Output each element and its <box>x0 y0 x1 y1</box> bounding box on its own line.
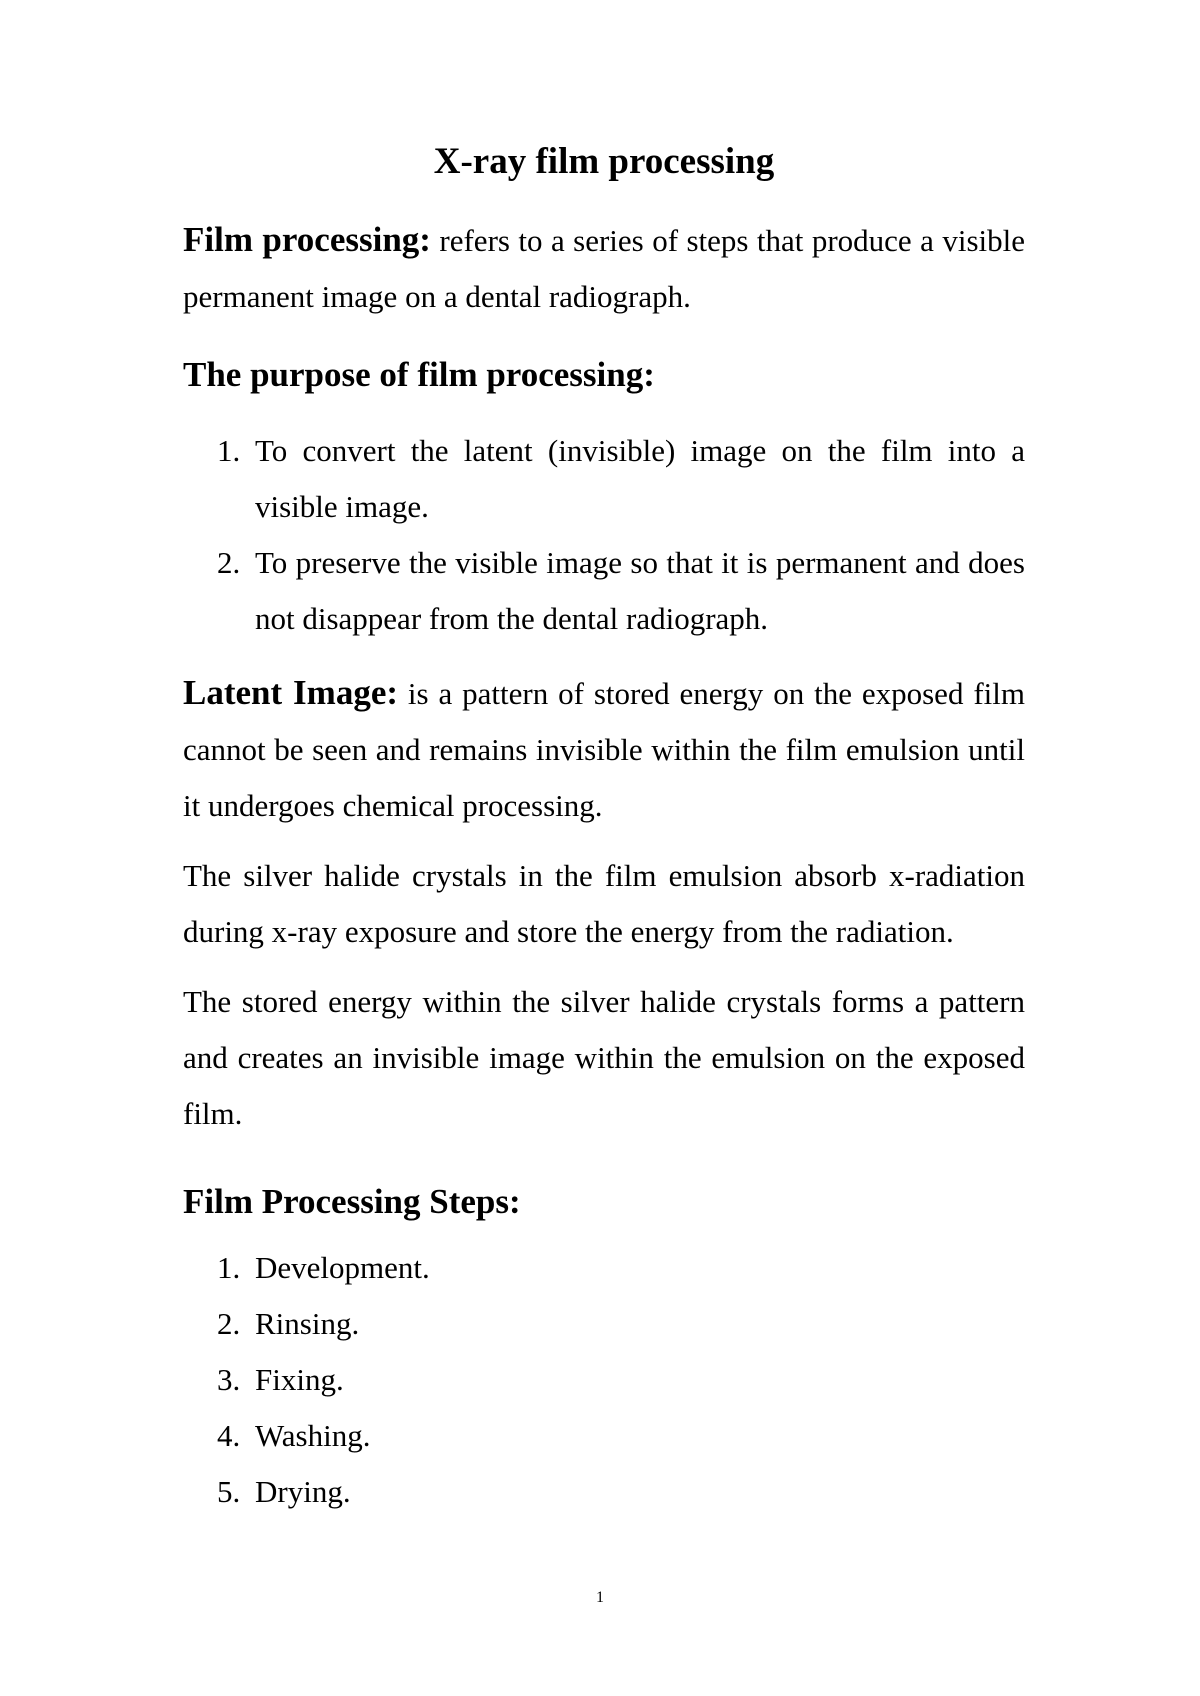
latent-image-definition <box>183 665 1025 834</box>
page-number: 1 <box>596 1589 604 1606</box>
purpose-heading: The purpose of film processing: <box>183 355 655 394</box>
film-processing-term: Film processing: <box>183 220 431 259</box>
page-content <box>183 140 1025 1520</box>
document-title: X-ray film processing <box>433 141 775 182</box>
list-item-text: To convert the latent (invisible) image on the film into a visible image. <box>255 433 1025 524</box>
list-item <box>183 1408 1025 1464</box>
list-item-text: Development. <box>255 1250 430 1285</box>
list-item-text: Drying. <box>255 1474 351 1509</box>
list-item <box>183 1296 1025 1352</box>
list-item-number: 5. <box>217 1474 241 1509</box>
list-item-text: Rinsing. <box>255 1306 360 1341</box>
latent-image-text: is a pattern of stored energy on the exposed film cannot be seen and remains invisible within the film emulsion until it undergoes chemical processing. <box>183 676 1026 823</box>
silver-halide-paragraph: The silver halide crystals in the film emulsion absorb x-radiation during x-ray exposure and store the energy from the radiation. <box>183 858 1025 949</box>
list-item-number: 4. <box>217 1418 241 1453</box>
steps-heading: Film Processing Steps: <box>183 1182 521 1221</box>
steps-list <box>183 1240 1025 1520</box>
list-item-number: 3. <box>217 1362 241 1397</box>
film-processing-text: refers to a series of steps that produce a visible permanent image on a dental radiograph. <box>183 223 1025 314</box>
list-item-text: To preserve the visible image so that it is permanent and does not disappear from the dental radiograph. <box>255 545 1025 636</box>
purpose-list <box>183 423 1025 647</box>
list-item <box>183 1352 1025 1408</box>
latent-image-term: Latent Image: <box>183 673 399 712</box>
list-item <box>183 535 1025 647</box>
film-processing-definition <box>183 212 1025 325</box>
list-item-number: 1. <box>217 1250 241 1285</box>
list-item-text: Washing. <box>255 1418 371 1453</box>
list-item-number: 1. <box>217 433 241 468</box>
list-item-text: Fixing. <box>255 1362 344 1397</box>
list-item-number: 2. <box>217 1306 241 1341</box>
stored-energy-paragraph: The stored energy within the silver halide crystals forms a pattern and creates an invisible image within the emulsion on the exposed film. <box>183 984 1025 1131</box>
list-item-number: 2. <box>217 545 241 580</box>
list-item <box>183 423 1025 535</box>
list-item <box>183 1240 1025 1296</box>
list-item <box>183 1464 1025 1520</box>
